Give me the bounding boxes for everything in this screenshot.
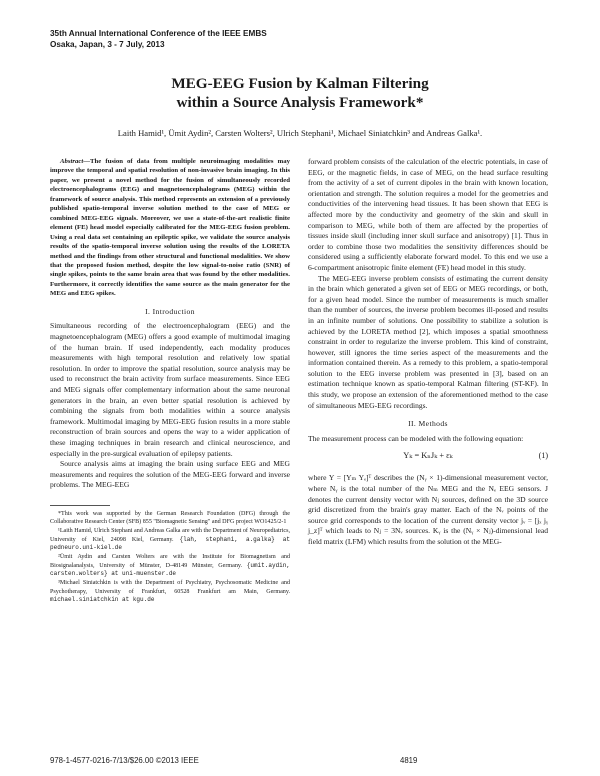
- equation-number: (1): [538, 451, 548, 461]
- footnotes: [50, 510, 290, 604]
- methods-paragraph-1: The measurement process can be modeled with the following equation:: [308, 433, 524, 443]
- isbn-copyright: 978-1-4577-0216-7/13/$26.00 ©2013 IEEE: [50, 756, 199, 765]
- methods-paragraph-2: where Y = [Yₘ Yₑ]ᵀ describes the (Nᵧ × 1)-dimensional measurement vector, where Nᵧ is the total number of the Nₘ MEG and the Nₑ EEG sensors. J denotes the current density vector with Nⱼ sources, defined on the 3D source grid discretized from the brain's gray matter. Each of the Nᵥ points of the source grid corresponds to the location of the current density vector jᵥ = [jₓ jᵧ j_z]ᵀ which leads to Nⱼ = 3Nᵥ sources. Kᵧ is the (Nᵧ × Nⱼ)-dimensional lead field matrix (LFM) which results from the solution ot the MEG-: [308, 473, 548, 546]
- footnote-affiliation-3: ³Michael Siniatchkin is with the Department of Psychiatry, Psychosomatic Medicine and Psychotherapy, University of Frankfurt, 60528 Frankfurt am Main, Germany. michael.siniatchkin at kgu.de: [50, 580, 290, 603]
- footnote-email-1: {lah, stephani, a.galka} at pedneuro.uni-kiel.de: [50, 535, 291, 552]
- forward-problem-paragraph: forward problem consists of the calculation of the electric potentials, in case of EEG, or the magnetic fields, in case of MEG, on the head surface resulting from the activity of a set of current dipoles in the brain with known location, orientation and strength. The solution requires a model for the geometries and conductivities of the intervening head tissues. It has been shown that EEG is affected more by the conductivity and geometry of the skin and skull in comparison to MEG, while both of them are affected by the properties of tissues inside skull (including inner skull surface and anisotropy) [1]. Thus in order to combine those two modalities the sensitivity differences should be considered using a sufficiently elaborate forward model. To this end we use a 6-compartment anisotropic finite element (FE) head model in this study.: [308, 157, 548, 272]
- page-number: 4819: [400, 756, 418, 765]
- equation-expression: Yₖ = KₙJₖ + εₖ: [403, 451, 453, 461]
- footnote-email-2: {umit.aydin, carsten.wolters} at uni-muenster.de: [50, 561, 290, 577]
- left-column: [50, 157, 290, 605]
- abstract: [50, 157, 290, 299]
- footnote-affiliation-1: ¹Laith Hamid, Ulrich Stephani and Andreas Galka are with the Department of Neuropediatrics, University of Kiel, 24098 Kiel, Germany. {lah, stephani, a.galka} at pedneuro.uni-kiel.de: [50, 528, 291, 552]
- conference-header: [50, 29, 450, 50]
- abstract-body: —The fusion of data from multiple neuroimaging modalities may improve the temporal and spatial resolution of non-invasive brain imaging. In this paper, we present a novel method for the fusion of simultaneously recorded electroencephalograms (EEG) and magnetoencephalograms (MEG) within the framework of source analysis. This method represents an extension of a previously published spatio-temporal inverse solution method to the case of MEG or combined MEG-EEG signals. Moreover, we use a state-of-the-art realistic finite element (FE) head model especially calibrated for the MEG-EEG fusion problem. Using a real data set containing an epileptic spike, we validate the source analysis results of the spatio-temporal inverse solution using the results of the LORETA method and the findings from other structural and functional modalities. We show that the proposed fusion method, despite the low signal-to-noise ratio (SNR) of single spikes, points to the same brain area that was found by the other modalities. Furthermore, it correctly identifies the same source as the main generator for the MEG and EEG spikes.: [50, 158, 290, 298]
- author-list: Laith Hamid¹, Ümit Aydin², Carsten Wolters², Ulrich Stephani¹, Michael Siniatchkin³ and Andreas Galka¹.: [117, 128, 483, 138]
- section-heading-methods: II. Methods: [408, 419, 448, 429]
- abstract-lead: Abstract: [60, 158, 84, 165]
- right-column: [308, 157, 548, 548]
- footnote-divider: [50, 505, 110, 506]
- conference-location: Osaka, Japan, 3 - 7 July, 2013: [50, 39, 165, 49]
- equation-1: [308, 447, 548, 469]
- paper-title: [60, 74, 540, 112]
- intro-paragraph-1: Simultaneous recording of the electroencephalogram (EEG) and the magnetoencephalogram (MEG) offers a good example of multimodal imaging of the human brain. If used independently, each modality produces measurements with high temporal resolution and relatively low spatial resolution. In order to improve the spatial resolution, source analysis may be used to reconstruct the brain activity from surface measurements. Since EEG and MEG signals offer complementary information about the same neuronal generators in the brain, an even better spatial resolution is achieved by combining the signals from both modalities within a source analysis framework. Multimodal imaging by MEG-EEG fusion results in a more stable reconstruction of brain sources and opens the way to a wider application of these imaging techniques in brain research and clinical neuroscience, and especially in the pre-surgical evaluation of epilepsy patients.: [50, 321, 290, 458]
- title-line-2: within a Source Analysis Framework*: [176, 94, 424, 111]
- intro-paragraph-2: Source analysis aims at imaging the brain using surface EEG and MEG measurements and requires the solution of the MEG-EEG forward and inverse problems. The MEG-EEG: [50, 459, 290, 490]
- footnote-affiliation-2: ²Ümit Aydin and Carsten Wolters are with the Institute for Biomagnetism and Biosignalanalysis, University of Münster, D-48149 Münster, Germany. {umit.aydin, carsten.wolters} at uni-muenster.de: [50, 554, 290, 577]
- section-heading-introduction: I. Introduction: [145, 306, 195, 316]
- footnote-funding: *This work was supported by the German Research Foundation (DFG) through the Collaborative Research Center (SFB) 855 "Biomagnetic Sensing" and DFG project WO1425/2-1: [50, 510, 290, 526]
- footnote-email-3: michael.siniatchkin at kgu.de: [50, 595, 155, 603]
- conference-name: 35th Annual International Conference of the IEEE EMBS: [50, 29, 267, 38]
- title-line-1: MEG-EEG Fusion by Kalman Filtering: [171, 75, 429, 92]
- inverse-problem-paragraph: The MEG-EEG inverse problem consists of estimating the current density in the brain which generated a given set of EEG or MEG recordings, or both, for a given head model. Since the number of measurements is much smaller than the number of sources, the inverse problem becomes ill-posed and results in an infinite number of solutions. One possibility to stabilize a solution is achieved by the LORETA method [2], which imposes a spatial smoothness constraint in order to regularize the inverse problem. This kind of constraint, however, still ignores the time series aspect of the measurements and the information contained therein. As a remedy to this problem, a spatio-temporal solution to the EEG inverse problem was presented in [3], based on an estimation technique known as spatio-temporal Kalman filtering (ST-KF). In this study, we propose an extension of the aforementioned method to the case of simultaneous MEG-EEG recordings.: [308, 273, 548, 410]
